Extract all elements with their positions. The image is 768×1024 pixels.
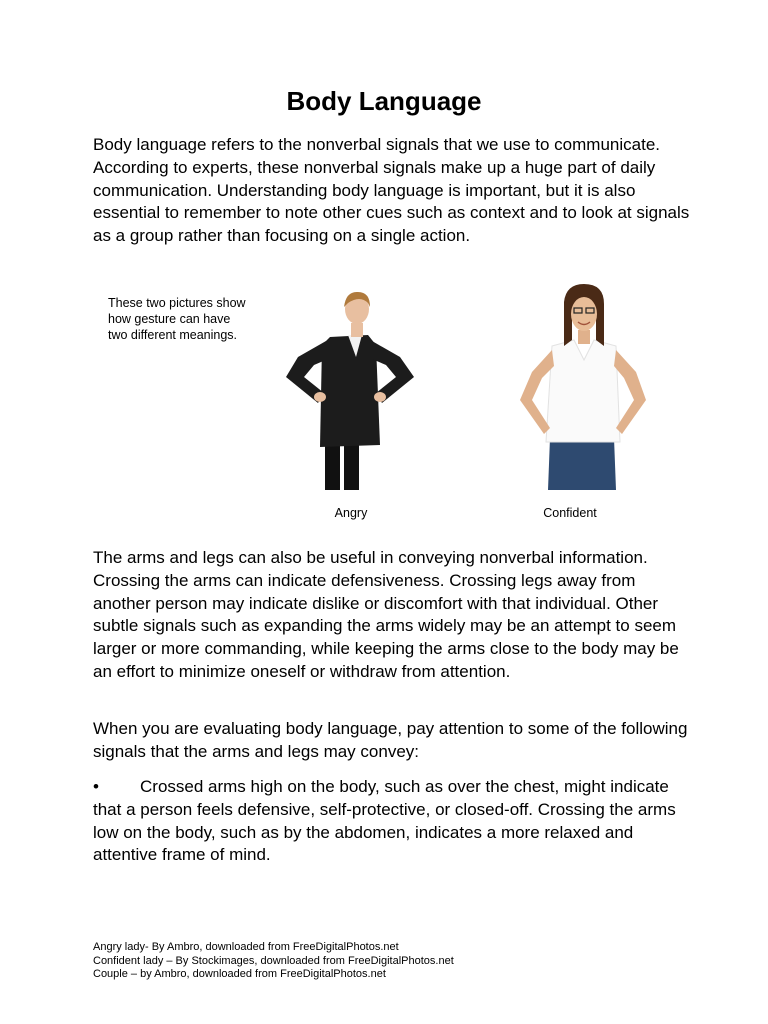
angry-woman-photo <box>268 285 468 490</box>
angry-caption: Angry <box>334 506 368 520</box>
bullet-symbol: • <box>93 777 99 796</box>
bullet-text: Crossed arms high on the body, such as over the chest, might indicate that a person feels defensive, self-protective, or closed-off. Crossing the arms low on the body, such as by the abdomen, indicates a more relaxed and attentive frame of mind. <box>93 777 676 865</box>
intro-paragraph: Body language refers to the nonverbal signals that we use to communicate. According to experts, these nonverbal signals make up a huge part of daily communication. Understanding body language is important, but it is also essential to remember to note other cues such as context and to look at signals as a group rather than focusing on a single action. <box>93 135 690 246</box>
bullet-item <box>93 776 693 867</box>
credit-line: Couple – by Ambro, downloaded from FreeDigitalPhotos.net <box>93 968 386 980</box>
confident-caption: Confident <box>543 506 597 520</box>
evaluating-paragraph: When you are evaluating body language, pay attention to some of the following signals that the arms and legs may convey: <box>93 719 688 761</box>
arms-legs-paragraph: The arms and legs can also be useful in conveying nonverbal information. Crossing the arms can indicate defensiveness. Crossing legs away from another person may indicate dislike or discomfort with that individual. Other subtle signals such as expanding the arms widely may be an attempt to seem larger or more commanding, while keeping the arms close to the body may be an effort to minimize oneself or withdraw from attention. <box>93 548 679 681</box>
credit-line: Angry lady- By Ambro, downloaded from FreeDigitalPhotos.net <box>93 941 399 953</box>
confident-woman-photo <box>492 280 662 492</box>
figure-note: These two pictures show how gesture can have two different meanings. <box>108 296 246 342</box>
page-title: Body Language <box>286 86 482 116</box>
credit-line: Confident lady – By Stockimages, downloaded from FreeDigitalPhotos.net <box>93 954 454 967</box>
image-credits <box>93 941 454 982</box>
